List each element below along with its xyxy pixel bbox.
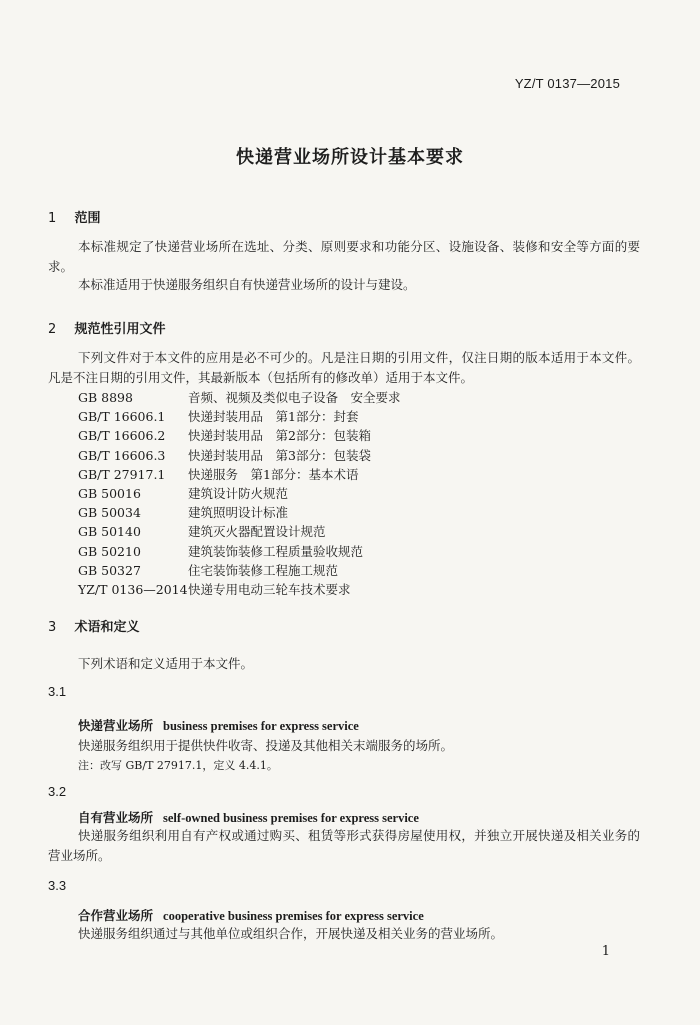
reference-code: GB 50210 [78,543,141,559]
page-title: 快递营业场所设计基本要求 [236,147,464,168]
reference-code: GB 50140 [78,524,141,540]
reference-item [78,426,401,445]
page-number: 1 [601,944,610,959]
reference-item [78,465,401,484]
term-heading [78,716,359,734]
reference-title: 建筑设计防火规范 [188,485,289,501]
reference-title: 快递封装用品 第3部分：包装袋 [188,447,371,463]
reference-code: GB 8898 [78,390,133,405]
section-title: 范围 [74,211,101,226]
reference-code: GB 50327 [78,562,141,578]
term-note: 注：改写 GB/T 27917.1，定义 4.4.1。 [78,759,278,772]
reference-item [78,484,401,503]
reference-item [78,580,401,599]
reference-code: GB/T 16606.2 [78,428,166,444]
section-3-heading [48,616,140,635]
reference-title: 住宅装饰装修工程施工规范 [188,562,339,578]
section-1-paragraph-2: 本标准适用于快递服务组织自有快递营业场所的设计与建设。 [78,277,416,292]
reference-code: YZ/T 0136—2014 [78,581,188,597]
term-heading [78,808,419,826]
reference-title: 建筑照明设计标准 [188,505,289,521]
section-title: 术语和定义 [74,620,140,635]
reference-code: GB/T 27917.1 [78,466,166,482]
term-heading [78,906,424,924]
reference-item [78,561,401,580]
standard-code: YZ/T 0137—2015 [514,76,620,91]
reference-title: 快递封装用品 第1部分：封套 [188,409,359,425]
reference-item [78,522,401,541]
reference-item [78,388,401,407]
section-title: 规范性引用文件 [74,322,166,337]
reference-title: 快递专用电动三轮车技术要求 [188,581,351,597]
section-3-intro: 下列术语和定义适用于本文件。 [78,656,254,671]
reference-item [78,446,401,465]
reference-title: 快递服务 第1部分：基本术语 [188,466,359,482]
term-number: 3.1 [48,684,67,699]
reference-code: GB/T 16606.1 [78,409,166,425]
term-number: 3.3 [48,878,67,893]
reference-list [78,388,401,599]
section-1-paragraph-1: 本标准规定了快递营业场所在选址、分类、原则要求和功能分区、设施设备、装修和安全等方面的要求。 [48,239,640,274]
section-1-heading [48,207,101,226]
term-definition: 快递服务组织利用自有产权或通过购买、租赁等形式获得房屋使用权，并独立开展快递及相关业务的营业场所。 [48,828,640,863]
reference-item [78,503,401,522]
reference-item [78,542,401,561]
reference-title: 建筑灭火器配置设计规范 [188,524,326,540]
term-en: business premises for express service [163,719,359,733]
reference-code: GB/T 16606.3 [78,447,166,463]
reference-title: 快递封装用品 第2部分：包装箱 [188,428,371,444]
term-number: 3.2 [48,784,67,799]
reference-title: 音频、视频及类似电子设备 安全要求 [188,390,401,405]
term-cn: 自有营业场所 [78,810,154,825]
section-2-heading [48,318,166,337]
term-en: cooperative business premises for express service [163,909,424,923]
reference-title: 建筑装饰装修工程质量验收规范 [188,543,364,559]
section-2-paragraph: 下列文件对于本文件的应用是必不可少的。凡是注日期的引用文件，仅注日期的版本适用于本文件。凡是不注日期的引用文件，其最新版本（包括所有的修改单）适用于本文件。 [48,350,640,385]
reference-code: GB 50034 [78,505,141,521]
term-definition: 快递服务组织通过与其他单位或组织合作，开展快递及相关业务的营业场所。 [78,926,504,941]
section-number: 1 [48,211,57,226]
section-number: 2 [48,322,57,337]
term-definition: 快递服务组织用于提供快件收寄、投递及其他相关末端服务的场所。 [78,738,454,753]
section-number: 3 [48,620,57,635]
term-en: self-owned business premises for express service [163,811,419,825]
reference-item [78,407,401,426]
reference-code: GB 50016 [78,485,141,501]
term-cn: 快递营业场所 [78,718,154,733]
term-cn: 合作营业场所 [78,908,154,923]
